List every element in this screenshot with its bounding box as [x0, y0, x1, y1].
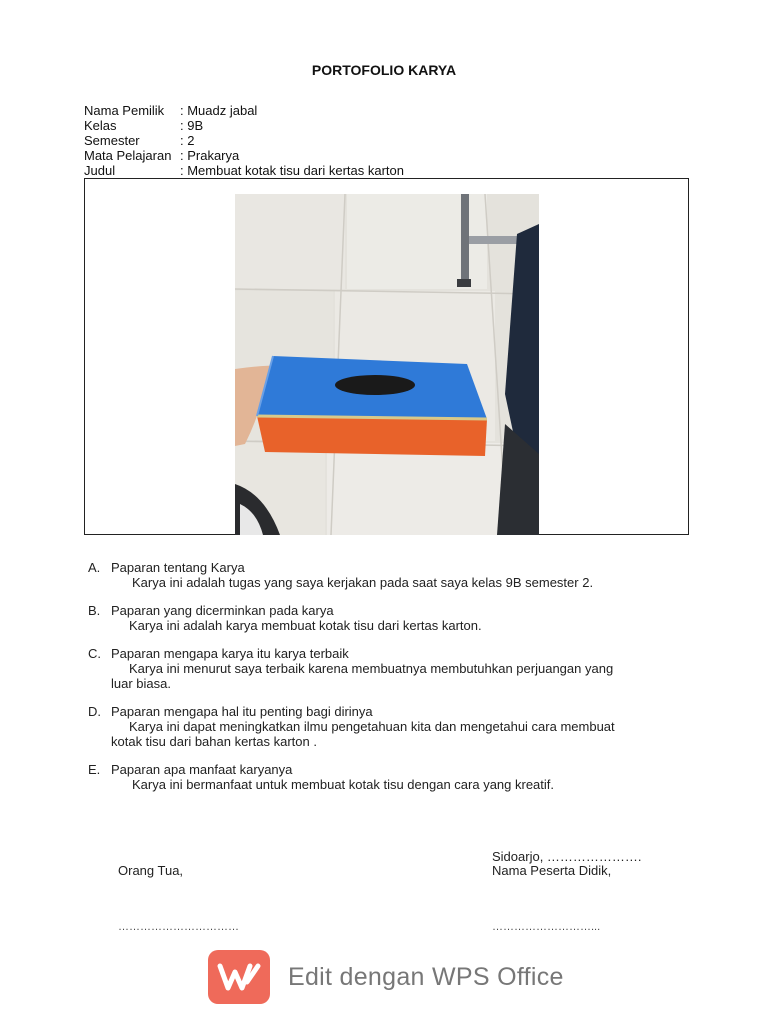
section-line: Karya ini adalah karya membuat kotak tisu dari kertas karton.: [129, 618, 482, 633]
section-letter: B.: [88, 603, 101, 618]
section-letter: D.: [88, 704, 101, 719]
meta-row-subject: [84, 148, 404, 163]
meta-key: Nama Pemilik: [84, 103, 165, 118]
section-line: Karya ini dapat meningkatkan ilmu pengetahuan kita dan mengetahui cara membuat: [129, 719, 615, 734]
section-e: [88, 762, 698, 792]
section-line: Karya ini menurut saya terbaik karena membuatnya membutuhkan perjuangan yang: [129, 661, 614, 676]
meta-row-semester: [84, 133, 404, 148]
meta-key: Kelas: [84, 118, 117, 133]
section-letter: A.: [88, 560, 101, 575]
explanation-sections: [88, 560, 698, 805]
meta-value: : Membuat kotak tisu dari kertas karton: [180, 163, 404, 178]
signature-student-line: ………………………...: [492, 921, 601, 933]
section-line: kotak tisu dari bahan kertas karton .: [111, 734, 317, 749]
meta-value: : Muadz jabal: [180, 103, 258, 118]
section-b: [88, 603, 698, 633]
meta-value: : Prakarya: [180, 148, 240, 163]
section-body: [88, 661, 698, 691]
section-body: [88, 777, 698, 792]
meta-key: Semester: [84, 133, 140, 148]
section-body: [88, 618, 698, 633]
section-letter: C.: [88, 646, 101, 661]
meta-key: Judul: [84, 163, 116, 178]
section-heading: Paparan apa manfaat karyanya: [111, 762, 293, 777]
section-line: Karya ini adalah tugas yang saya kerjakan pada saat saya kelas 9B semester 2.: [132, 575, 594, 590]
meta-row-class: [84, 118, 404, 133]
section-body: [88, 719, 698, 749]
meta-row-title: [84, 163, 404, 178]
section-body: [88, 575, 698, 590]
meta-value: : 9B: [180, 118, 204, 133]
signature-place-date: Sidoarjo, ………………….: [492, 849, 642, 864]
section-line: luar biasa.: [111, 676, 171, 691]
signature-student-label: Nama Peserta Didik,: [492, 863, 612, 878]
section-heading: Paparan mengapa karya itu karya terbaik: [111, 646, 349, 661]
section-line: Karya ini bermanfaat untuk membuat kotak tisu dengan cara yang kreatif.: [132, 777, 555, 792]
section-letter: E.: [88, 762, 101, 777]
section-heading: Paparan tentang Karya: [111, 560, 245, 575]
signature-parent-line: ……………………………: [118, 921, 239, 933]
section-d: [88, 704, 698, 749]
wps-logo-icon: [208, 950, 270, 1004]
wps-edit-banner[interactable]: [208, 949, 564, 1005]
section-heading: Paparan yang dicerminkan pada karya: [111, 603, 334, 618]
meta-block: [84, 103, 404, 178]
tissue-box-photo-illustration: [235, 194, 539, 535]
section-c: [88, 646, 698, 691]
meta-row-owner: [84, 103, 404, 118]
section-heading: Paparan mengapa hal itu penting bagi dirinya: [111, 704, 373, 719]
page-title: PORTOFOLIO KARYA: [311, 62, 457, 78]
meta-value: : 2: [180, 133, 195, 148]
photo-frame: [84, 178, 689, 535]
signature-parent-label: Orang Tua,: [118, 863, 184, 878]
wps-banner-text[interactable]: Edit dengan WPS Office: [288, 962, 564, 991]
section-a: [88, 560, 698, 590]
artwork-photo: [235, 194, 539, 535]
meta-key: Mata Pelajaran: [84, 148, 172, 163]
